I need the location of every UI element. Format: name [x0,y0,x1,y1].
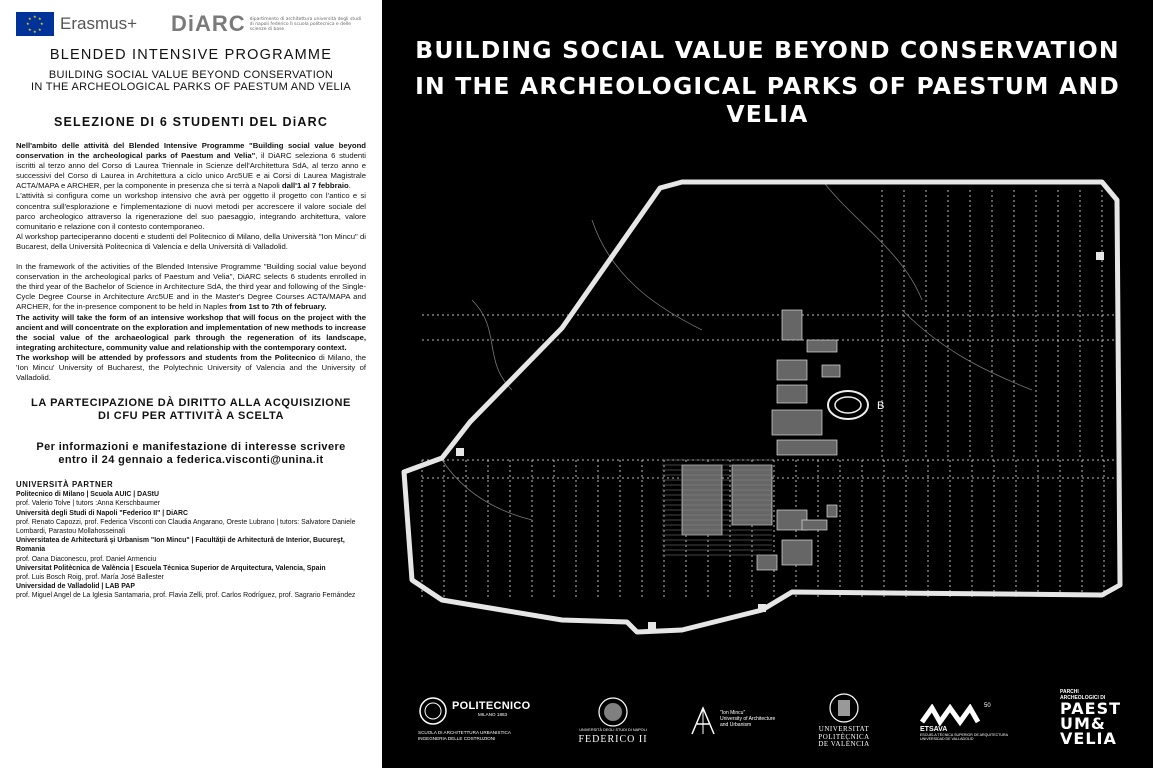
map-label-b: B [877,400,885,412]
diarc-subtitle: dipartimento di architettura università degli studi di napoli federico II scuola politecnica e delle scienze di base [249,16,362,32]
programme-subtitle-line-2: IN THE ARCHEOLOGICAL PARKS OF PAESTUM AND VELIA [31,81,351,93]
building [772,410,822,435]
eu-flag-icon: ★ ★ ★ ★ ★ ★ ★ ★ [16,12,54,36]
en-paragraph-3 [16,353,366,383]
partner-logos [382,690,1153,760]
partner-people: prof. Oana Diaconescu, prof. Daniel Armenciu [16,555,157,563]
wall-gate [456,448,464,456]
partner-university: Universitat Politècnica de València | Escuela Técnica Superior de Arquitectura, Valencia, Spain [16,564,326,572]
polimi-logo [418,696,531,741]
erasmus-logo-text: Erasmus+ [60,14,137,33]
programme-title: BLENDED INTENSIVE PROGRAMME [49,47,333,63]
upv-2: POLITÈCNICA [818,732,870,741]
amphitheatre-inner [835,397,861,413]
building [802,520,827,530]
poster-title-line-1: BUILDING SOCIAL VALUE BEYOND CONSERVATION [415,36,1120,64]
partner-university: Università degli Studi di Napoli "Federico II" | DiARC [16,509,188,517]
polimi-school [418,730,558,741]
upv-text [814,726,874,749]
en-p1-text: In the framework of the activities of the Blended Intensive Programme "Building social value beyond conservation in the archeological parks of Paestum and Velia", DiARC selects 6 students enrolled in the third year of the Bachelor of Science in Architecture SdA, the third year and following of the Single-Cycle Degree Course in Architecture Arc5UE and in the Master's Degree Courses ACTA/MAPA and ARCHER, for the in-presence component to be held in Naples [16,262,366,312]
wall-gate [1096,252,1104,260]
building [822,365,840,377]
building [782,540,812,565]
partner-people: prof. Renato Capozzi, prof. Federica Visconti con Claudia Angarano, Oreste Lubrano | tutors: Salvatore Daniele Lombardi, Parastou Mollahosseinali [16,518,356,535]
it-paragraph-3: Al workshop parteciperanno docenti e studenti del Politecnico di Milano, della Università "Ion Mincu" di Bucarest, della Università Politecnica di Valencia e della Università di Valladolid. [16,231,366,251]
building [777,440,837,455]
building [777,360,807,380]
upv-logo [814,692,874,749]
ion-mincu-1: "Ion Mincu" [720,710,746,716]
etsava-sub-1: ESCUELA TÉCNICA SUPERIOR DE ARQUITECTURA [920,733,1008,737]
it-p1-bold: Nell'ambito delle attività del Blended Intensive Programme "Building social value beyond conservation in the archeological parks of Paestum and Velia" [16,141,366,161]
programme-subtitle-line-1: BUILDING SOCIAL VALUE BEYOND CONSERVATION [48,69,334,81]
paest-3: VELIA [1060,729,1117,749]
amphitheatre [828,391,868,419]
building [807,340,837,352]
selection-heading: SELEZIONE DI 6 STUDENTI DEL DiARC [53,115,329,129]
street-grid [422,190,1122,600]
federico-ii-logo [578,696,648,745]
en-p1-dates: from 1st to 7th of february. [229,302,327,312]
partners-list [16,490,366,600]
cfu-line-2: DI CFU PER ATTIVITÀ A SCELTA [97,410,285,423]
it-p1-dates: dall'1 al 7 febbraio [281,181,349,191]
building [757,555,777,570]
etsava-mark-icon [920,704,982,726]
en-p3-bold: The workshop will be attended by professors and students from the Politecnico [16,352,316,362]
etsava-sub [920,733,1008,742]
paest-1: PAEST [1060,699,1122,719]
partner-people: prof. Valerio Tolve | tutors :Anna Kerschbaumer [16,500,161,508]
header-logos [16,0,366,44]
info-panel [0,0,382,768]
etsava-sub-2: UNIVERSIDAD DE VALLADOLID [920,737,974,742]
federico-sub: UNIVERSITÀ DEGLI STUDI DI NAPOLI [579,728,647,732]
en-paragraph-2: The activity will take the form of an intensive workshop that will focus on the project with the ancient and will concentrate on the exploration and implementation of new methods to increase the social value of the archaeological park through the regeneration of its landscape, integrating architecture, community value and relationship with the contemporary context. [16,312,366,352]
federico-name: FEDERICO II [578,733,648,745]
paestum-wordmark [1060,699,1122,749]
polimi-name: POLITECNICO [452,700,531,712]
contact-info [16,441,366,467]
etsava-name: ETSAVA [920,726,948,733]
polimi-seal-icon [418,696,448,726]
contact-line-1: Per informazioni e manifestazione di interesse scrivere [36,441,346,454]
en-p3-rest: di Milano, the 'Ion Mincu' University of Bucharest, the Polytechnic University of Valencia and the University of Valladolid. [16,352,367,383]
wall-gate [758,604,766,612]
diarc-logo-text: DiARC [171,11,246,36]
cfu-line-1: LA PARTECIPAZIONE DÀ DIRITTO ALLA ACQUISIZIONE [31,397,351,410]
etsava-logo [920,704,1008,742]
polimi-school-2: INGEGNERIA DELLE COSTRUZIONI [418,735,496,741]
wall-gate [648,622,656,630]
federico-seal-icon [597,696,629,728]
programme-subtitle [16,69,366,93]
paest-2: UM& [1060,714,1106,734]
it-paragraph-2: L'attività si configura come un workshop intensivo che avrà per oggetto il progetto con l'antico e si concentra sull'esplorazione e l'implementazione di nuovi metodi per accrescere il valore sociale del parco archeologico attraverso la rigenerazione del suo paesaggio, integrando architettura, valore comunitario e relazione con il contesto contemporaneo. [16,191,366,231]
building [782,310,802,340]
partner-people: prof. Luis Bosch Roig, prof. María José Ballester [16,573,164,581]
upv-seal-icon [829,692,859,726]
etsava-50: 50 [984,703,991,709]
partners-heading: UNIVERSITÀ PARTNER [16,480,114,490]
paestum-velia-logo [1060,689,1122,749]
building [777,385,807,403]
parchi-2: ARCHEOLOGICI DI [1060,694,1106,701]
ion-mincu-text [720,710,800,728]
polimi-sub: MILANO 1863 [478,712,508,717]
partner-university: Politecnico di Milano | Scuola AUIC | DAStU [16,491,159,499]
partner-university: Universidad de Valladolid | LAB PAP [16,583,135,591]
en-paragraph-1 [16,262,366,312]
polimi-school-1: SCUOLA DI ARCHITETTURA URBANISTICA [418,730,511,735]
building [827,505,837,517]
poster-panel [382,0,1153,768]
central-buildings [662,310,840,570]
upv-1: UNIVERSITAT [818,725,870,733]
ion-mincu-3: and Urbanism [720,722,752,728]
it-p1-rest: , il DiARC seleziona 6 studenti iscritti al terzo anno del Corso di Laurea Triennale in Scienze dell'Architettura SdA, al terzo anno e successivi del Corso di Laurea in Architettura a ciclo unico Arc5UE e ai Corsi di Laurea Magistrale ACTA/MAPA e ARCHER, per la componente in presenza che si terrà a Napoli [16,151,366,191]
ion-mincu-2: University of Architecture [720,716,776,722]
paestum-site-map [382,160,1153,650]
body-text [16,141,366,383]
ion-mincu-logo [690,706,776,736]
partner-people: prof. Miguel Angel de La Iglesia Santamaria, prof. Flavia Zelli, prof. Carlos Rodríguez, prof. Sagrario Fernández [16,592,356,600]
contact-line-2: entro il 24 gennaio a federica.visconti@unina.it [58,454,324,467]
partner-university: Universitatea de Arhitectură şi Urbanism "Ion Mincu" | Facultăţii de Arhitectură de Interior, Bucureşt, Romania [16,537,345,554]
cfu-notice [16,397,366,423]
it-paragraph-1: Nell'ambito delle attività del Blended Intensive Programme "Building social value beyond conservation in the archeological parks of Paestum and Velia", il DiARC seleziona 6 studenti iscritti al terzo anno del Corso di Laurea Triennale in Scienze dell'Architettura SdA, al terzo anno e successivi del Corso di Laurea in Architettura a ciclo unico Arc5UE e ai Corsi di Laurea Magistrale ACTA/MAPA e ARCHER, per la componente in presenza che si terrà a Napoli dall'1 al 7 febbraio. [16,141,366,191]
parchi-1: PARCHI [1060,689,1079,695]
poster-title-line-2: IN THE ARCHEOLOGICAL PARKS OF PAESTUM AND VELIA [415,72,1120,128]
ion-mincu-icon [690,706,716,736]
upv-3: DE VALÈNCIA [818,740,870,748]
